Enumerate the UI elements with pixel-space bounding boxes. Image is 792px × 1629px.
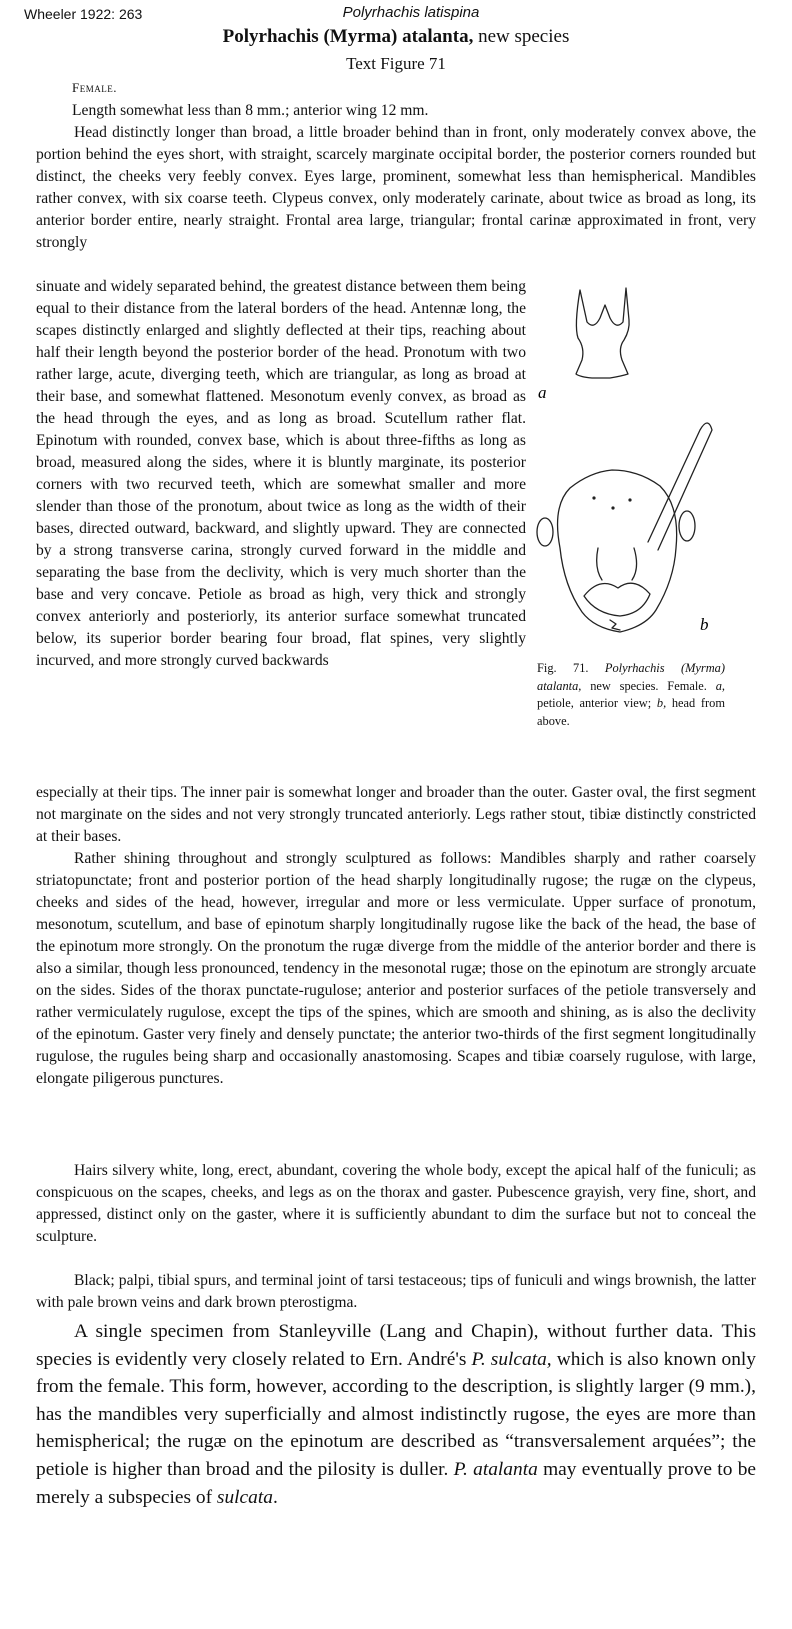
remark-text-4: . (272, 1486, 278, 1508)
caption-b-marker: b, (656, 696, 667, 710)
title-suffix: new species (478, 26, 570, 47)
frontal-carina-drawing (597, 548, 637, 580)
head-outline-drawing (558, 470, 677, 632)
paragraph-color: Black; palpi, tibial spurs, and terminal joint of tarsi testaceous; tips of funiculi and wings brownish, the latter with pale brown veins and dark brown pterostigma. (36, 1272, 756, 1311)
caption-new-species: new species. Female. (590, 678, 707, 693)
caption-fig-number: Fig. 71. (537, 661, 589, 675)
caption-a-text: petiole, anterior view; (537, 696, 652, 710)
caption-genus: Polyrhachis (604, 661, 665, 675)
title-genus: Polyrhachis (222, 26, 319, 47)
clypeus-drawing (584, 583, 650, 616)
petiole-drawing (576, 288, 629, 378)
caption-a-marker: a, (715, 678, 725, 693)
eye-right-drawing (679, 511, 695, 541)
eye-left-drawing (537, 518, 553, 546)
caption-species: atalanta, (537, 678, 582, 693)
remark-ref-sulcata: P. sulcata, (471, 1348, 552, 1370)
paragraph-remarks (36, 1318, 756, 1511)
remark-text-2: which is also known only from the female. This form, however, according to the description, is slightly larger (9 mm.), has the mandibles very superficially and almost indistinctly rugose, the eyes are more than hemispherical; the rugæ on the epinotum are described as “transversalement arquées”; the petiole is higher than broad and the pilosity is duller. (36, 1348, 756, 1480)
title-subgenus: (Myrma) (323, 26, 398, 47)
title-species: atalanta, (402, 26, 474, 47)
mandible-drawing (610, 620, 620, 630)
caption-subgenus: (Myrma) (680, 661, 725, 675)
paragraph-length: Length somewhat less than 8 mm.; anterior wing 12 mm. (72, 102, 429, 119)
figure-caption (537, 660, 725, 730)
figure-71-illustration (530, 280, 740, 660)
caption-b-text: head from above. (537, 696, 725, 728)
paragraph-head: Head distinctly longer than broad, a little broader behind than in front, only moderately convex above, the portion behind the eyes short, with straight, scarcely marginate occipital border, the posterior corners rounded but distinct, the cheeks very feebly convex. Eyes large, prominent, somewhat less than hemispherical. Mandibles rather convex, with six coarse teeth. Clypeus convex, only moderately carinate, about twice as broad as long, its anterior border entire, nearly straight. Frontal area large, triangular; frontal carinæ approximated in front, very strongly (36, 124, 756, 251)
species-top-label: Polyrhachis latispina (342, 4, 480, 21)
citation: Wheeler 1922: 263 (24, 6, 143, 22)
remark-text-1: A single specimen from Stanleyville (Lang and Chapin), without further data. This species is evidently very closely related to Ern. André's (36, 1321, 756, 1370)
paragraph-gaster: especially at their tips. The inner pair is somewhat longer and broader than the outer. Gaster oval, the first segment not marginate on the sides and not very strongly truncated anteriorly. Legs rather stout, tibiæ distinctly constricted at their bases. (36, 784, 756, 845)
figure-label-a: a (538, 383, 547, 402)
caste-heading: Female. (72, 80, 117, 95)
remark-ref-sulcata-2: sulcata (216, 1486, 273, 1508)
remark-ref-atalanta: P. atalanta (453, 1458, 538, 1480)
page-title (0, 26, 792, 48)
remark-text-3: may eventually prove to be merely a subspecies of (36, 1458, 756, 1508)
paragraph-sculpture: Rather shining throughout and strongly sculptured as follows: Mandibles sharply and rather coarsely striatopunctate; front and posterior portion of the head sharply longitudinally rugose; the rugæ on the clypeus, cheeks and sides of the head, however, irregular and more or less vermiculate. Upper surface of pronotum, mesonotum, scutellum, and base of epinotum sharply longitudinally rugose like the back of the head, the base of the epinotum more strongly. On the pronotum the rugæ diverge from the middle of the anterior border and there is also a similar, though less pronounced, tendency in the mesonotal rugæ; those on the epinotum are strongly arcuate on the sides. Sides of the thorax punctate-rugulose; anterior and posterior surfaces of the petiole transversely and rather vermiculately rugulose, except the tips of the spines, which are smooth and shining, as is also the declivity of the epinotum. Gaster very finely and densely punctate; the anterior two-thirds of the first segment longitudinally rugulose, the rugules being sharp and occasionally anastomosing. Scapes and tibiæ coarsely rugulose, with large, elongate piligerous punctures. (36, 850, 756, 1087)
paragraph-thorax: sinuate and widely separated behind, the greatest distance between them being equal to their distance from the lateral borders of the head. Antennæ long, the scapes distinctly enlarged and slightly deflected at their tips, reaching about half their length beyond the posterior border of the head. Pronotum with two rather large, acute, diverging teeth, which are triangular, as long as broad at their base, and somewhat flattened. Mesonotum evenly convex, as broad as the head through the eyes, and as long as broad. Scutellum rather flat. Epinotum with rounded, convex base, which is about three-fifths as long as broad, measured along the sides, where it is bluntly marginate, its posterior corners with two recurved teeth, which are somewhat smaller and more slender than those of the pronotum, about twice as long as the width of their bases, directed outward, backward, and slightly upward. They are connected by a strong transverse carina, strongly curved forward in the middle and separating the base from the declivity, which is very much shorter than the base and very concave. Petiole as broad as high, very thick and strongly convex anteriorly and posteriorly, its anterior surface somewhat truncated below, its superior border bearing four broad, flat spines, very slightly incurved, and more strongly curved backwards (36, 278, 526, 669)
paragraph-pilosity: Hairs silvery white, long, erect, abundant, covering the whole body, except the apical half of the funiculi; as conspicuous on the scapes, cheeks, and legs as on the thorax and gaster. Pubescence grayish, very fine, short, and appressed, distinct only on the gaster, where it is sufficiently abundant to dim the surface but not to conceal the sculpture. (36, 1162, 756, 1245)
figure-label-b: b (700, 615, 709, 634)
page-subtitle: Text Figure 71 (346, 54, 446, 73)
